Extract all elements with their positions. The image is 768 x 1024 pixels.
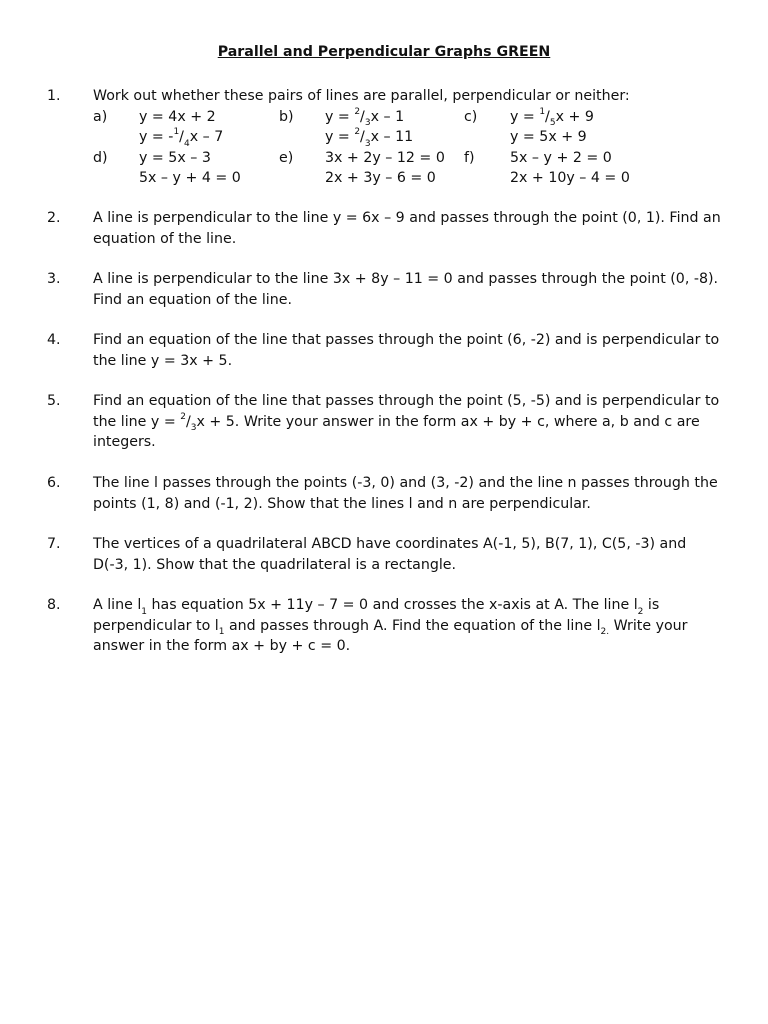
- question-number: 4.: [47, 332, 61, 348]
- question-text: The vertices of a quadrilateral ABCD have coordinates A(-1, 5), B(7, 1), C(5, -3) and D(-3, 1). Show that the quadrilateral is a rectangle.: [93, 536, 687, 573]
- part-label: c): [464, 108, 478, 125]
- question-number: 1.: [47, 88, 61, 104]
- page-title: Parallel and Perpendicular Graphs GREEN: [217, 44, 551, 60]
- equation: $y = ^2/_3x - 11$: [325, 127, 414, 149]
- question-number: 7.: [47, 536, 61, 552]
- equation: 5x – y + 2 = 0: [510, 149, 612, 166]
- question-number: 5.: [47, 393, 61, 409]
- question-number: 2.: [47, 210, 61, 226]
- equation: y = 4x + 2: [139, 108, 216, 125]
- question-text: Work out whether these pairs of lines are parallel, perpendicular or neither:: [93, 88, 630, 104]
- question-number: 6.: [47, 475, 61, 491]
- question-text: Find an equation of the line that passes through the point (6, -2) and is perpendicular to the line y = 3x + 5.: [93, 332, 720, 369]
- part-label: f): [464, 149, 475, 166]
- equation: $y = ^2/_3x - 1$: [325, 106, 405, 129]
- equation: $y = -^1/_4x - 7$: [139, 127, 224, 149]
- question-text: A line $l_1$ has equation 5x + 11y – 7 = 0 and crosses the x-axis at A. The line $l_2$ is perpendicular to $l_1$ and passes through A. Find the equation of the line $l_{2.}$ Write your answer in the form ax + by + c = 0.: [93, 597, 688, 654]
- question-text: The line l passes through the points (-3, 0) and (3, -2) and the line n passes through the points (1, 8) and (-1, 2). Show that the lines l and n are perpendicular.: [93, 475, 718, 512]
- question-text: A line is perpendicular to the line 3x + 8y – 11 = 0 and passes through the point (0, -8). Find an equation of the line.: [93, 271, 719, 308]
- question-number: 3.: [47, 271, 61, 287]
- part-label: e): [279, 149, 294, 166]
- equation: 2x + 10y – 4 = 0: [510, 170, 630, 186]
- equation: $y = ^1/_5x + 9$: [510, 106, 594, 129]
- part-label: a): [93, 108, 108, 125]
- equation: 2x + 3y – 6 = 0: [325, 170, 436, 186]
- equation: 3x + 2y – 12 = 0: [325, 149, 445, 166]
- question-number: 8.: [47, 597, 61, 613]
- equation: 5x – y + 4 = 0: [139, 170, 241, 186]
- question-text: A line is perpendicular to the line y = 6x – 9 and passes through the point (0, 1). Find an equation of the line.: [93, 210, 721, 247]
- question-text: Find an equation of the line that passes through the point (5, -5) and is perpendicular to the line $y = ^2/_3x + 5$. Write your answer in the form ax + by + c, where a, b and c are integers.: [93, 393, 720, 450]
- part-label: b): [279, 108, 294, 125]
- part-label: d): [93, 149, 108, 166]
- equation: y = 5x – 3: [139, 149, 211, 166]
- equation: y = 5x + 9: [510, 129, 587, 145]
